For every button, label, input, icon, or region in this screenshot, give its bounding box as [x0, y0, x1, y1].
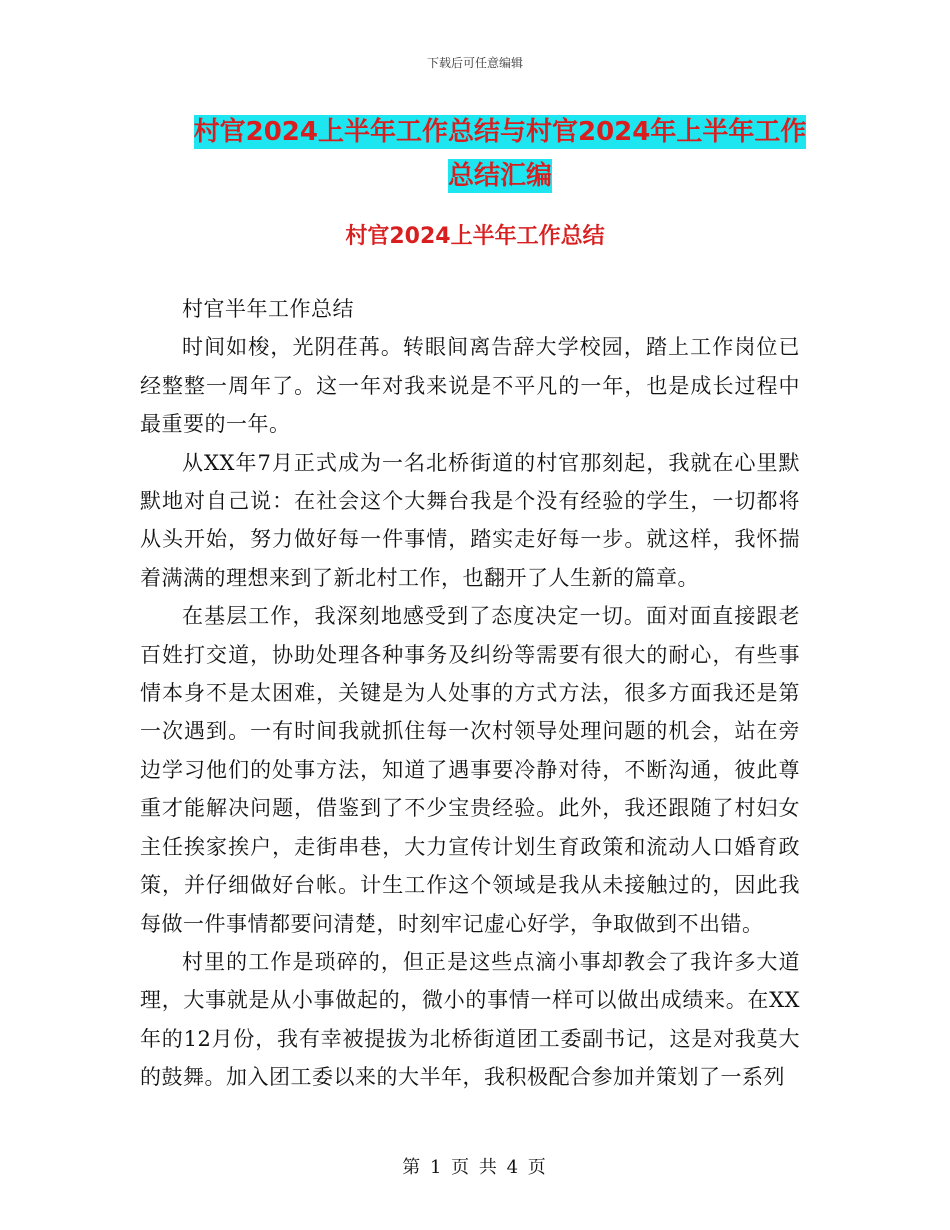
document-body	[140, 290, 800, 1097]
paragraph: 在基层工作，我深刻地感受到了态度决定一切。面对面直接跟老百姓打交道，协助处理各种事务及纠纷等需要有很大的耐心，有些事情本身不是太困难，关键是为人处事的方式方法，很多方面我还是第一次遇到。一有时间我就抓住每一次村领导处理问题的机会，站在旁边学习他们的处事方法，知道了遇事要冷静对待，不断沟通，彼此尊重才能解决问题，借鉴到了不少宝贵经验。此外，我还跟随了村妇女主任挨家挨户，走街串巷，大力宣传计划生育政策和流动人口婚育政策，并仔细做好台帐。计生工作这个领域是我从未接触过的，因此我每做一件事情都要问清楚，时刻牢记虚心好学，争取做到不出错。	[140, 604, 800, 936]
paragraph: 从XX年7月正式成为一名北桥街道的村官那刻起，我就在心里默默地对自己说：在社会这个大舞台我是个没有经验的学生，一切都将从头开始，努力做好每一件事情，踏实走好每一步。就这样，我怀揣着满满的理想来到了新北村工作，也翻开了人生新的篇章。	[140, 450, 800, 590]
section-title: 村官2024上半年工作总结	[345, 224, 605, 249]
title-line-1: 村官2024上半年工作总结与村官2024年上半年工作	[193, 117, 807, 147]
title-line-2: 总结汇编	[447, 161, 552, 191]
page-footer: 第 1 页 共 4 页	[402, 1157, 548, 1178]
document-title	[140, 110, 860, 198]
paragraph: 时间如梭，光阴荏苒。转眼间离告辞大学校园，踏上工作岗位已经整整一周年了。这一年对我来说是不平凡的一年，也是成长过程中最重要的一年。	[140, 335, 800, 437]
paragraph-heading: 村官半年工作总结	[182, 297, 354, 321]
paragraph: 村里的工作是琐碎的，但正是这些点滴小事却教会了我许多大道理，大事就是从小事做起的，微小的事情一样可以做出成绩来。在XX年的12月份，我有幸被提拔为北桥街道团工委副书记，这是对我莫大的鼓舞。加入团工委以来的大半年，我积极配合参加并策划了一系列	[140, 949, 800, 1090]
header-note: 下载后可任意编辑	[426, 56, 523, 70]
